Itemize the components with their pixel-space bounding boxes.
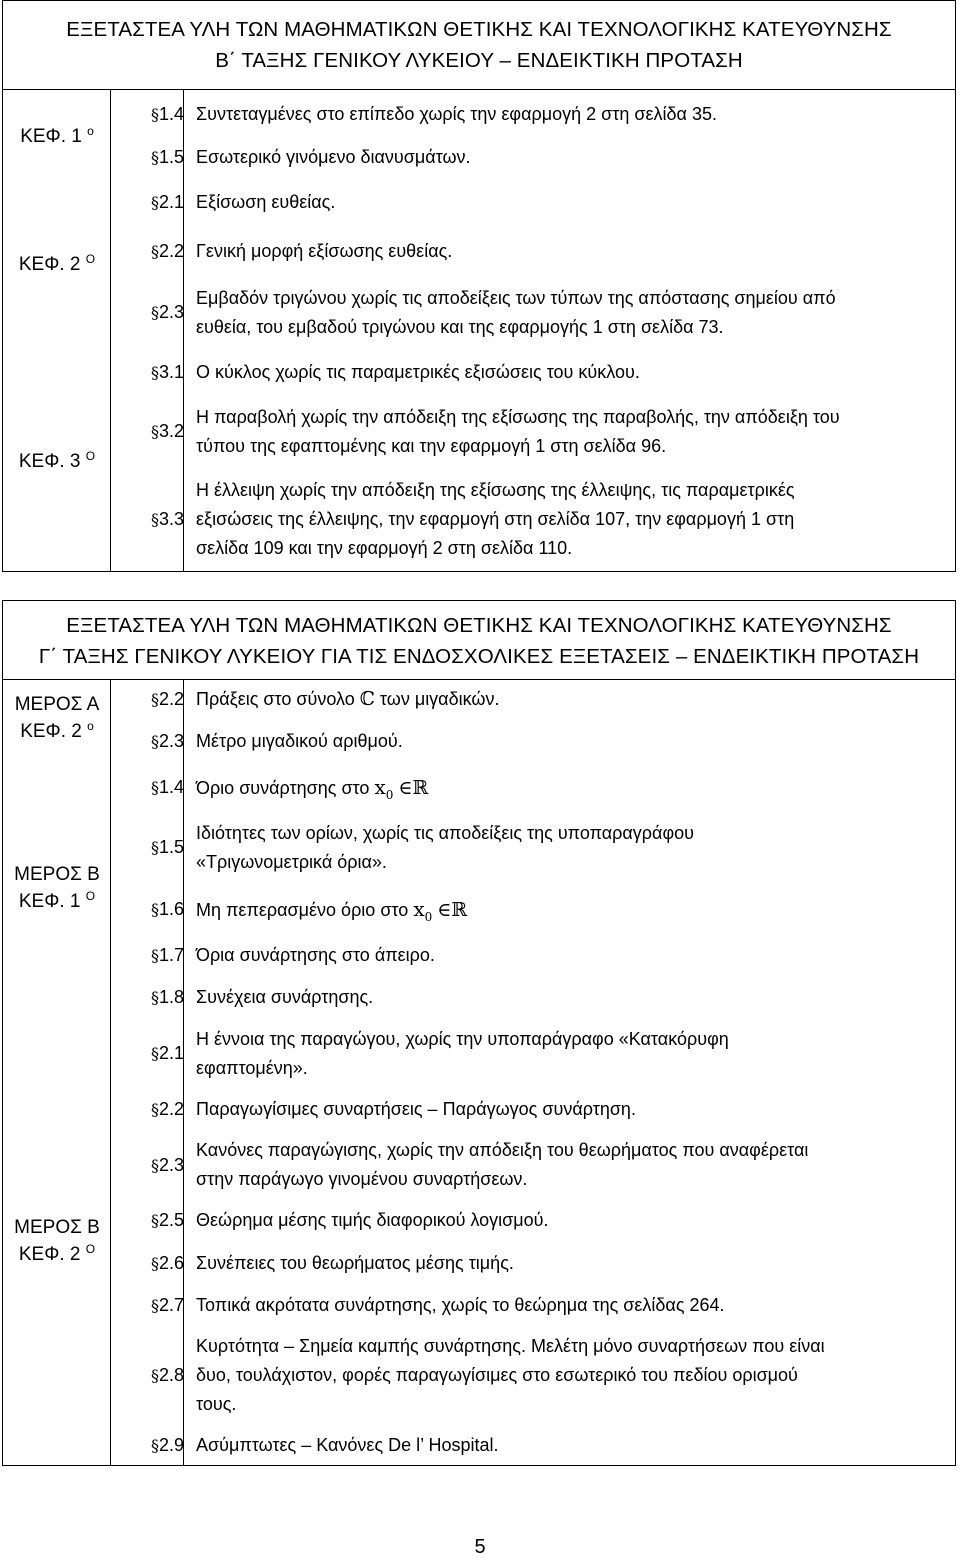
section-text: Μη πεπερασμένο όριο στο $x_0$ ∈ℝ	[196, 897, 468, 924]
section-number: §2.3	[150, 731, 184, 751]
section-text: Συνέχεια συνάρτησης.	[196, 987, 374, 1007]
section-text: Ασύμπτωτες – Κανόνες De l’ Hospital.	[196, 1435, 499, 1455]
table-title-line2: Β΄ ΤΑΞΗΣ ΓΕΝΙΚΟΥ ΛΥΚΕΙΟΥ – ΕΝΔΕΙΚΤΙΚΗ ΠΡΟΤΑΣΗ	[215, 49, 743, 72]
chapter-label: ΚΕΦ. 2 $^o$	[20, 719, 94, 742]
section-text: Συνέπειες του θεωρήματος μέσης τιμής.	[196, 1253, 514, 1273]
section-text: Κυρτότητα – Σημεία καμπής συνάρτησης. Μελέτη μόνο συναρτήσεων που είναι δυο, τουλάχιστον, φορές παραγωγίσιμες στο εσωτερικό του πεδίου ορισμού τους.	[196, 1336, 825, 1414]
chapter-label: ΚΕΦ. 1 $^O$	[18, 889, 96, 912]
section-number: §1.4	[150, 777, 184, 797]
page-number: 5	[474, 1536, 486, 1558]
section-number: §1.8	[150, 987, 184, 1007]
section-text: Η παραβολή χωρίς την απόδειξη της εξίσωσης της παραβολής, την απόδειξη του τύπου της εφαπτομένης και την εφαρμογή 1 στη σελίδα 96.	[196, 407, 840, 456]
section-number: §1.7	[150, 945, 184, 965]
real-set-symbol: ℝ	[451, 899, 468, 921]
divider	[3, 89, 955, 90]
chapter-label: ΚΕΦ. 2 $^O$	[18, 252, 96, 275]
section-number: §2.1	[150, 1043, 184, 1063]
section-text: Μέτρο μιγαδικού αριθμού.	[196, 731, 403, 751]
section-text: Συντεταγμένες στο επίπεδο χωρίς την εφαρμογή 2 στη σελίδα 35.	[196, 104, 717, 124]
section-text: Γενική μορφή εξίσωσης ευθείας.	[196, 241, 453, 261]
section-text: Παραγωγίσιμες συναρτήσεις – Παράγωγος συνάρτηση.	[196, 1099, 636, 1119]
divider	[3, 679, 955, 680]
section-number: §2.2	[150, 1099, 184, 1119]
table-title-line2: Γ΄ ΤΑΞΗΣ ΓΕΝΙΚΟΥ ΛΥΚΕΙΟΥ ΓΙΑ ΤΙΣ ΕΝΔΟΣΧΟΛΙΚΕΣ ΕΞΕΤΑΣΕΙΣ – ΕΝΔΕΙΚΤΙΚΗ ΠΡΟΤΑΣΗ	[38, 645, 920, 668]
table-c-class	[2, 600, 956, 1466]
section-text: Ιδιότητες των ορίων, χωρίς τις αποδείξεις της υποπαραγράφου «Τριγωνομετρικά όρια».	[196, 823, 694, 872]
section-number: §2.8	[150, 1365, 184, 1385]
section-text: Τοπικά ακρότατα συνάρτησης, χωρίς το θεώρημα της σελίδας 264.	[196, 1295, 725, 1315]
section-text: Όρια συνάρτησης στο άπειρο.	[196, 945, 435, 965]
divider	[110, 679, 111, 1465]
section-number: §2.3	[150, 302, 184, 322]
section-number: §2.3	[150, 1155, 184, 1175]
section-number: §2.6	[150, 1253, 184, 1273]
section-text: Ο κύκλος χωρίς τις παραμετρικές εξισώσεις του κύκλου.	[196, 362, 640, 382]
section-number: §2.5	[150, 1210, 184, 1230]
section-text: Η έλλειψη χωρίς την απόδειξη της εξίσωσης της έλλειψης, τις παραμετρικές εξισώσεις της έλλειψης, την εφαρμογή στη σελίδα 107, την εφαρμογή 1 στη σελίδα 109 και την εφαρμογή 2 στη σελίδα 110.	[196, 480, 795, 558]
section-text: Κανόνες παραγώγισης, χωρίς την απόδειξη του θεωρήματος που αναφέρεται στην παράγωγο γινομένου συναρτήσεων.	[196, 1140, 809, 1189]
part-label: ΜΕΡΟΣ Α	[14, 694, 100, 715]
table-title-line1: ΕΞΕΤΑΣΤΕΑ ΥΛΗ ΤΩΝ ΜΑΘΗΜΑΤΙΚΩΝ ΘΕΤΙΚΗΣ ΚΑΙ ΤΕΧΝΟΛΟΓΙΚΗΣ ΚΑΤΕΥΘΥΝΣΗΣ	[66, 614, 892, 637]
table-b-class	[2, 0, 956, 572]
section-text: Η έννοια της παραγώγου, χωρίς την υποπαράγραφο «Κατακόρυφη εφαπτομένη».	[196, 1029, 729, 1078]
part-label: ΜΕΡΟΣ Β	[14, 864, 100, 885]
section-text: Εμβαδόν τριγώνου χωρίς τις αποδείξεις των τύπων της απόστασης σημείου από ευθεία, του εμβαδού τριγώνου και της εφαρμογής 1 στη σελίδα 73.	[196, 288, 836, 337]
section-number: §3.3	[150, 509, 184, 529]
section-number: §1.5	[150, 147, 184, 167]
section-number: §3.2	[150, 421, 184, 441]
section-number: §1.6	[150, 899, 184, 919]
part-label: ΜΕΡΟΣ Β	[14, 1217, 100, 1238]
section-number: §1.4	[150, 104, 184, 124]
section-number: §2.1	[150, 192, 184, 212]
section-number: §3.1	[150, 362, 184, 382]
section-number: §2.7	[150, 1295, 184, 1315]
divider	[110, 89, 111, 571]
chapter-label: ΚΕΦ. 1 $^o$	[20, 124, 94, 147]
section-text: Όριο συνάρτησης στο $x_0$ ∈ℝ	[196, 775, 429, 802]
section-number: §2.9	[150, 1435, 184, 1455]
section-text: Εσωτερικό γινόμενο διανυσμάτων.	[196, 147, 471, 167]
table-title-line1: ΕΞΕΤΑΣΤΕΑ ΥΛΗ ΤΩΝ ΜΑΘΗΜΑΤΙΚΩΝ ΘΕΤΙΚΗΣ ΚΑΙ ΤΕΧΝΟΛΟΓΙΚΗΣ ΚΑΤΕΥΘΥΝΣΗΣ	[66, 18, 892, 41]
section-number: §2.2	[150, 689, 184, 709]
chapter-label: ΚΕΦ. 3 $^O$	[18, 449, 96, 472]
section-text: Πράξεις στο σύνολο ℂ των μιγαδικών.	[196, 688, 500, 710]
section-number: §2.2	[150, 241, 184, 261]
complex-set-symbol: ℂ	[359, 688, 375, 710]
section-text: Εξίσωση ευθείας.	[196, 192, 336, 212]
real-set-symbol: ℝ	[412, 777, 429, 799]
section-number: §1.5	[150, 837, 184, 857]
chapter-label: ΚΕΦ. 2 $^O$	[18, 1242, 96, 1265]
section-text: Θεώρημα μέσης τιμής διαφορικού λογισμού.	[196, 1210, 549, 1230]
